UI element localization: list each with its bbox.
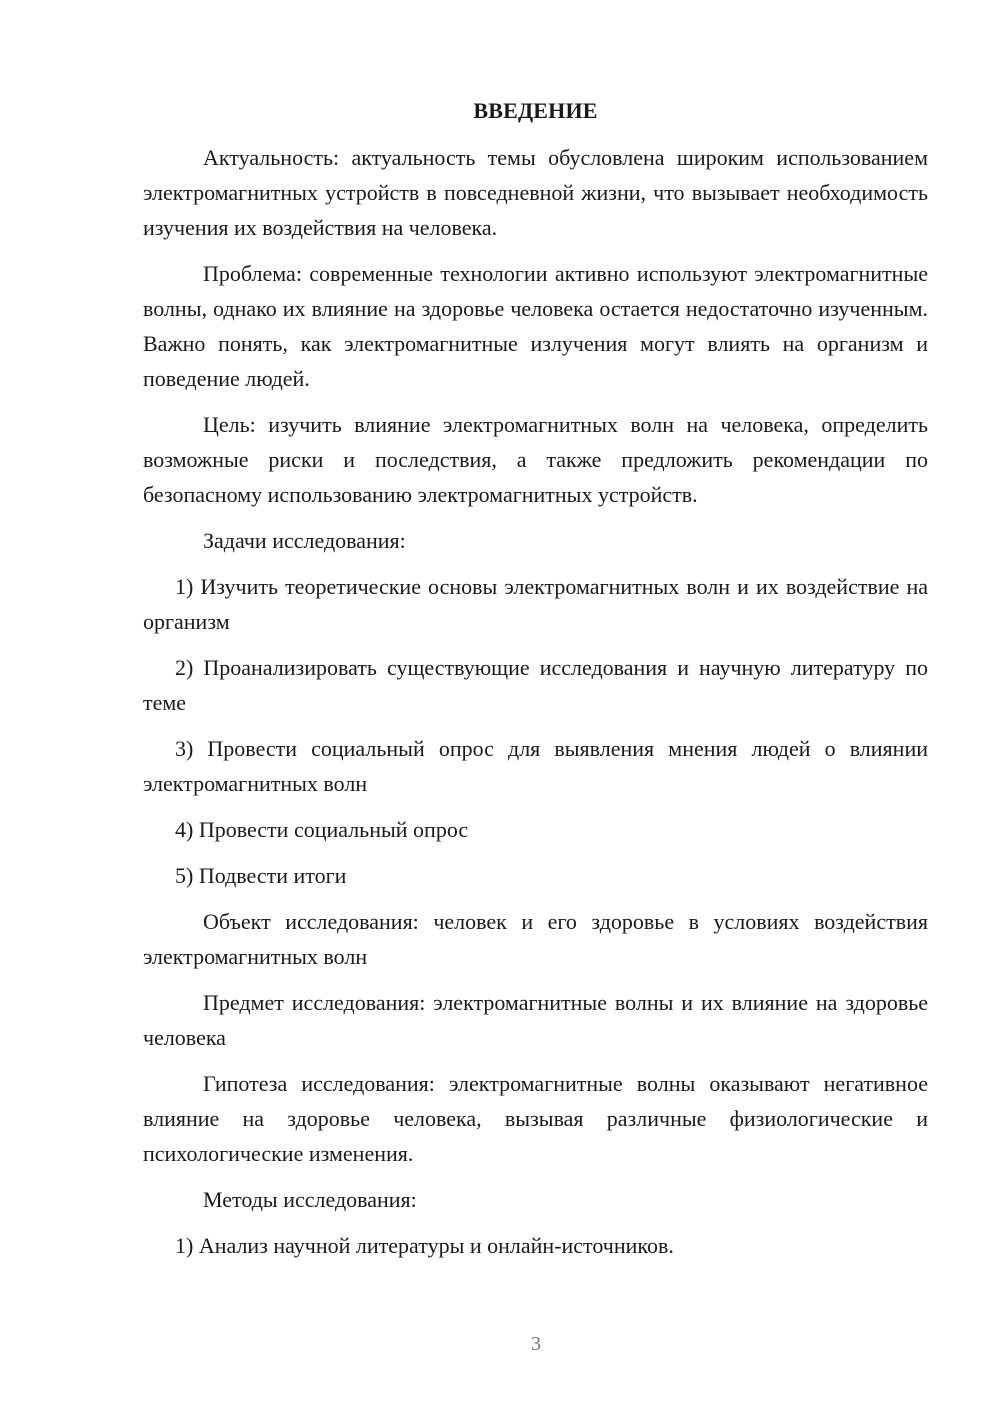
- tasks-title: Задачи исследования:: [203, 528, 406, 553]
- task-item-5: 5) Подвести итоги: [175, 863, 347, 888]
- goal-paragraph: Цель: изучить влияние электромагнитных волн на человека, определить возможные риски и последствия, а также предложить рекомендации по безопасному использованию электромагнитных устройств.: [143, 412, 928, 507]
- relevance-paragraph: Актуальность: актуальность темы обусловлена широким использованием электромагнитных устройств в повседневной жизни, что вызывает необходимость изучения их воздействия на человека.: [143, 145, 928, 240]
- subject-paragraph: Предмет исследования: электромагнитные волны и их влияние на здоровье человека: [143, 990, 928, 1050]
- section-heading: ВВЕДЕНИЕ: [473, 98, 598, 123]
- problem-paragraph: Проблема: современные технологии активно используют электромагнитные волны, однако их влияние на здоровье человека остается недостаточно изученным. Важно понять, как электромагнитные излучения могут влиять на организм и поведение людей.: [143, 261, 928, 391]
- task-item-2: 2) Проанализировать существующие исследования и научную литературу по теме: [143, 655, 928, 715]
- hypothesis-paragraph: Гипотеза исследования: электромагнитные волны оказывают негативное влияние на здоровье человека, вызывая различные физиологические и психологические изменения.: [143, 1071, 928, 1166]
- task-item-3: 3) Провести социальный опрос для выявления мнения людей о влиянии электромагнитных волн: [143, 736, 928, 796]
- method-item-1: 1) Анализ научной литературы и онлайн-источников.: [175, 1233, 674, 1258]
- methods-title: Методы исследования:: [203, 1187, 417, 1212]
- page-number: 3: [531, 1333, 541, 1355]
- task-item-4: 4) Провести социальный опрос: [175, 817, 469, 842]
- document-page: [143, 96, 928, 1274]
- task-item-1: 1) Изучить теоретические основы электромагнитных волн и их воздействие на организм: [143, 574, 928, 634]
- object-paragraph: Объект исследования: человек и его здоровье в условиях воздействия электромагнитных волн: [143, 909, 928, 969]
